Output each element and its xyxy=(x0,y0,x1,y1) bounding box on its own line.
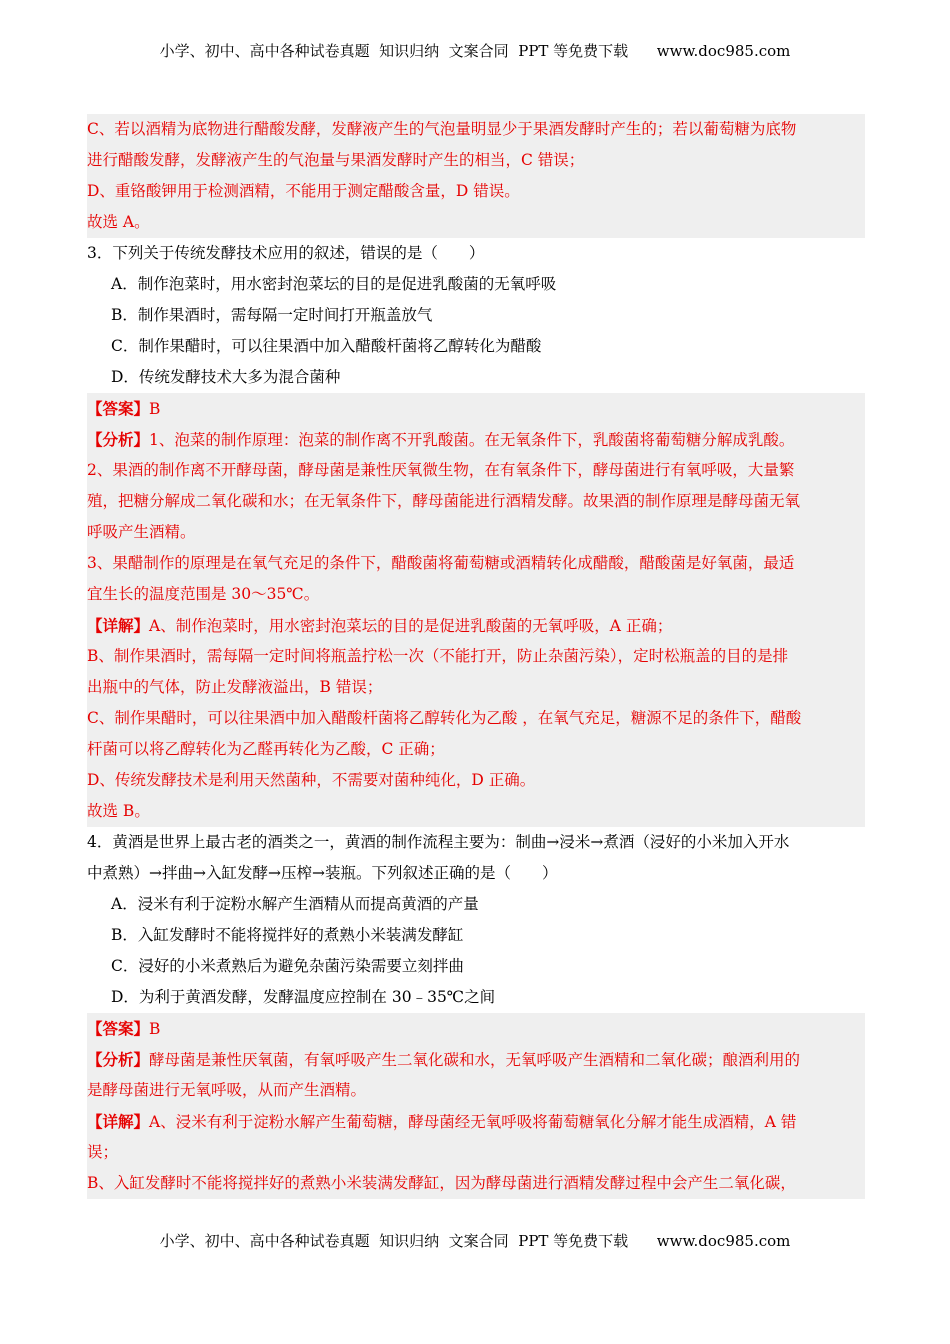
detail-line: 出瓶中的气体，防止发酵液溢出，B 错误； xyxy=(87,672,865,703)
question-3-option-c: C．制作果醋时，可以往果酒中加入醋酸杆菌将乙醇转化为醋酸 xyxy=(111,337,542,355)
question-4-option-d: D．为利于黄酒发酵，发酵温度应控制在 30﹣35℃之间 xyxy=(111,988,496,1006)
detail-line: 故选 B。 xyxy=(87,796,865,827)
question-3-detail xyxy=(87,610,865,641)
question-4-answer xyxy=(87,1013,865,1044)
question-3-option-a: A．制作泡菜时，用水密封泡菜坛的目的是促进乳酸菌的无氧呼吸 xyxy=(111,275,557,293)
document-body xyxy=(87,114,865,1199)
detail-text: A、制作泡菜时，用水密封泡菜坛的目的是促进乳酸菌的无氧呼吸，A 正确； xyxy=(149,617,673,635)
analysis-tag: 【分析】 xyxy=(87,430,150,449)
answer-tag: 【答案】 xyxy=(87,1019,150,1038)
analysis-line: 是酵母菌进行无氧呼吸，从而产生酒精。 xyxy=(87,1075,865,1106)
detail-line: D、传统发酵技术是利用天然菌种，不需要对菌种纯化，D 正确。 xyxy=(87,765,865,796)
analysis-line: 殖，把糖分解成二氧化碳和水；在无氧条件下，酵母菌能进行酒精发酵。故果酒的制作原理是酵母菌无氧 xyxy=(87,486,865,517)
question-4-option-c: C．浸好的小米煮熟后为避免杂菌污染需要立刻拌曲 xyxy=(111,957,464,975)
question-4-option-a: A．浸米有利于淀粉水解产生酒精从而提高黄酒的产量 xyxy=(111,895,479,913)
analysis-line: 呼吸产生酒精。 xyxy=(87,517,865,548)
analysis-text: 酵母菌是兼性厌氧菌，有氧呼吸产生二氧化碳和水，无氧呼吸产生酒精和二氧化碳；酿酒利用的 xyxy=(149,1051,801,1069)
analysis-tag: 【分析】 xyxy=(87,1050,150,1069)
analysis-text: 1、泡菜的制作原理：泡菜的制作离不开乳酸菌。在无氧条件下，乳酸菌将葡萄糖分解成乳酸。 xyxy=(149,431,795,449)
detail-tag: 【详解】 xyxy=(87,1112,150,1131)
question-4-stem: 4．黄酒是世界上最古老的酒类之一，黄酒的制作流程主要为：制曲→浸米→煮酒（浸好的小米加入开水 xyxy=(87,833,790,851)
page-footer: 小学、初中、高中各种试卷真题 知识归纳 文案合同 PPT 等免费下载 www.doc985.com xyxy=(159,1232,791,1250)
detail-line: B、制作果酒时，需每隔一定时间将瓶盖拧松一次（不能打开，防止杂菌污染），定时松瓶盖的目的是排 xyxy=(87,641,865,672)
detail-line: 误； xyxy=(87,1137,865,1168)
answer-value: B xyxy=(149,400,161,418)
analysis-line: 宜生长的温度范围是 30～35℃。 xyxy=(87,579,865,610)
question-3-analysis xyxy=(87,424,865,455)
question-4-detail xyxy=(87,1106,865,1137)
explanation-line: C、若以酒精为底物进行醋酸发酵，发酵液产生的气泡量明显少于果酒发酵时产生的；若以葡萄糖为底物 xyxy=(87,114,865,145)
question-4-stem: 中煮熟）→拌曲→入缸发酵→压榨→装瓶。下列叙述正确的是（ ） xyxy=(87,864,558,882)
detail-text: A、浸米有利于淀粉水解产生葡萄糖，酵母菌经无氧呼吸将葡萄糖氧化分解才能生成酒精，A 错 xyxy=(149,1113,797,1131)
detail-line: B、入缸发酵时不能将搅拌好的煮熟小米装满发酵缸，因为酵母菌进行酒精发酵过程中会产生二氧化碳， xyxy=(87,1168,865,1199)
analysis-line: 3、果醋制作的原理是在氧气充足的条件下，醋酸菌将葡萄糖或酒精转化成醋酸，醋酸菌是好氧菌，最适 xyxy=(87,548,865,579)
analysis-line: 2、果酒的制作离不开酵母菌，酵母菌是兼性厌氧微生物，在有氧条件下，酵母菌进行有氧呼吸，大量繁 xyxy=(87,455,865,486)
question-3-stem: 3．下列关于传统发酵技术应用的叙述，错误的是（ ） xyxy=(87,244,485,262)
question-4-analysis xyxy=(87,1044,865,1075)
question-3-option-b: B．制作果酒时，需每隔一定时间打开瓶盖放气 xyxy=(111,306,433,324)
detail-line: C、制作果醋时，可以往果酒中加入醋酸杆菌将乙醇转化为乙酸 ，在氧气充足，糖源不足的条件下，醋酸 xyxy=(87,703,865,734)
answer-tag: 【答案】 xyxy=(87,399,150,418)
question-3-answer xyxy=(87,393,865,424)
explanation-line: D、重铬酸钾用于检测酒精，不能用于测定醋酸含量，D 错误。 xyxy=(87,176,865,207)
explanation-line: 故选 A。 xyxy=(87,207,865,238)
detail-tag: 【详解】 xyxy=(87,616,150,635)
explanation-line: 进行醋酸发酵，发酵液产生的气泡量与果酒发酵时产生的相当，C 错误； xyxy=(87,145,865,176)
detail-line: 杆菌可以将乙醇转化为乙醛再转化为乙酸，C 正确； xyxy=(87,734,865,765)
question-3-option-d: D．传统发酵技术大多为混合菌种 xyxy=(111,368,341,386)
question-4-option-b: B．入缸发酵时不能将搅拌好的煮熟小米装满发酵缸 xyxy=(111,926,464,944)
page-header: 小学、初中、高中各种试卷真题 知识归纳 文案合同 PPT 等免费下载 www.doc985.com xyxy=(159,42,791,60)
answer-value: B xyxy=(149,1020,161,1038)
